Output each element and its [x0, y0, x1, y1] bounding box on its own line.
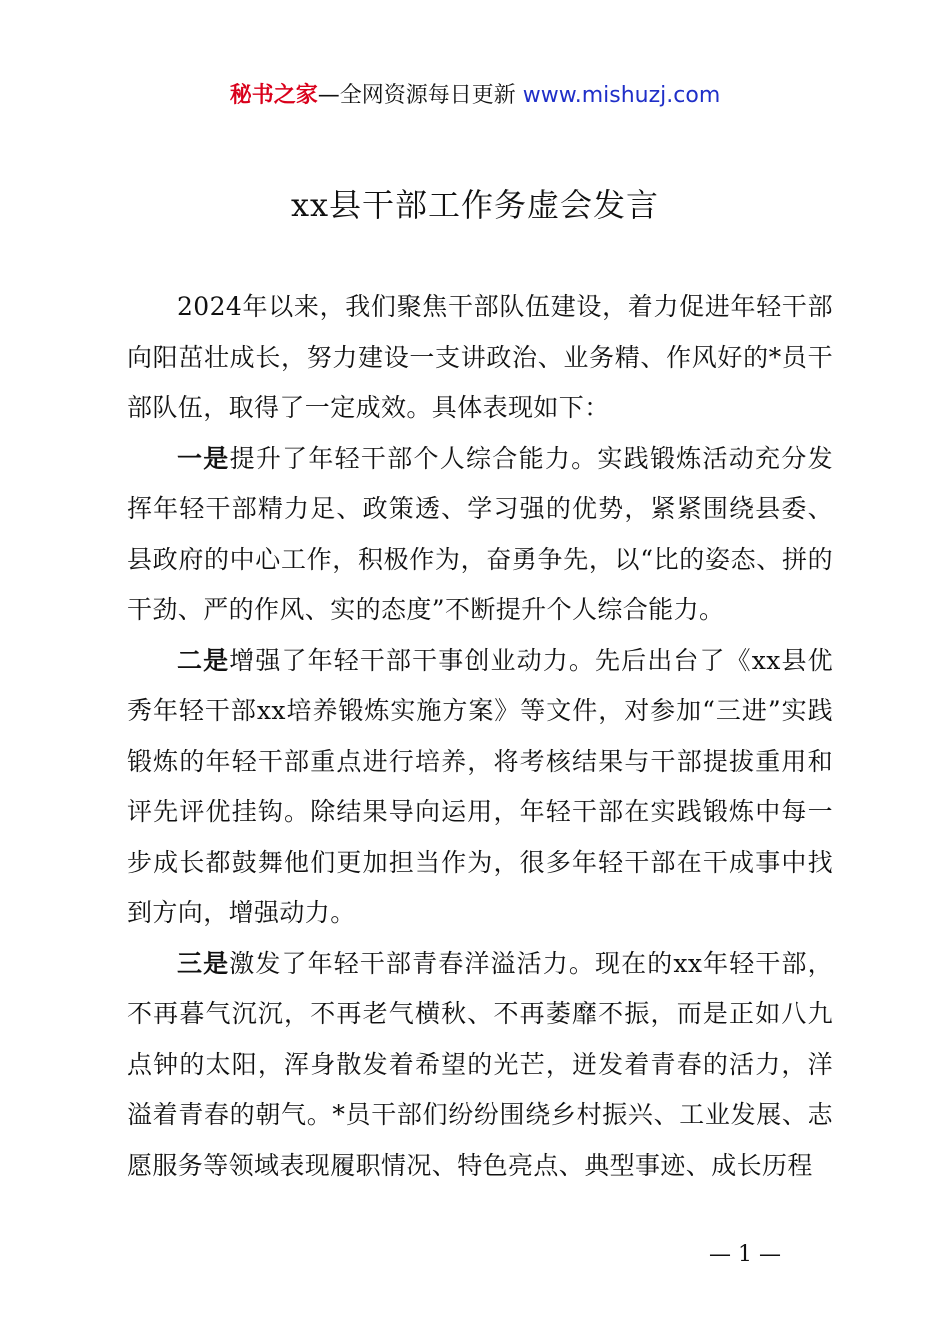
- point-paragraph-1: [127, 434, 833, 636]
- page-number: — 1 —: [709, 1242, 781, 1267]
- site-url-link[interactable]: www.mishuzj.com: [522, 83, 721, 108]
- header-tagline: —全网资源每日更新: [317, 83, 523, 108]
- document-title: xx县干部工作务虚会发言: [290, 186, 660, 224]
- point-text-3: 激发了年轻干部青春洋溢活力。现在的xx年轻干部，不再暮气沉沉，不再老气横秋、不再萎靡不振，而是正如八九点钟的太阳，浑身散发着希望的光芒，迸发着青春的活力，洋溢着青春的朝气。*员干部们纷纷围绕乡村振兴、工业发展、志愿服务等领域表现履职情况、特色亮点、典型事迹、成长历程: [127, 948, 833, 1180]
- point-lead-1: 一是: [177, 443, 230, 473]
- point-lead-2: 二是: [177, 645, 230, 675]
- point-paragraph-3: [127, 939, 833, 1192]
- document-body: [127, 282, 833, 1191]
- point-paragraph-2: [127, 636, 833, 939]
- point-text-1: 提升了年轻干部个人综合能力。实践锻炼活动充分发挥年轻干部精力足、政策透、学习强的优势，紧紧围绕县委、县政府的中心工作，积极作为，奋勇争先，以“比的姿态、拼的干劲、严的作风、实的态度”不断提升个人综合能力。: [127, 443, 834, 624]
- brand-name: 秘书之家: [229, 83, 318, 108]
- point-text-2: 增强了年轻干部干事创业动力。先后出台了《xx县优秀年轻干部xx培养锻炼实施方案》等文件，对参加“三进”实践锻炼的年轻干部重点进行培养，将考核结果与干部提拔重用和评先评优挂钩。除结果导向运用，年轻干部在实践锻炼中每一步成长都鼓舞他们更加担当作为，很多年轻干部在干成事中找到方向，增强动力。: [127, 645, 833, 927]
- point-lead-3: 三是: [177, 948, 230, 978]
- site-header: [0, 80, 950, 112]
- intro-paragraph: 2024年以来，我们聚焦干部队伍建设，着力促进年轻干部向阳茁壮成长，努力建设一支讲政治、业务精、作风好的*员干部队伍，取得了一定成效。具体表现如下：: [127, 292, 833, 422]
